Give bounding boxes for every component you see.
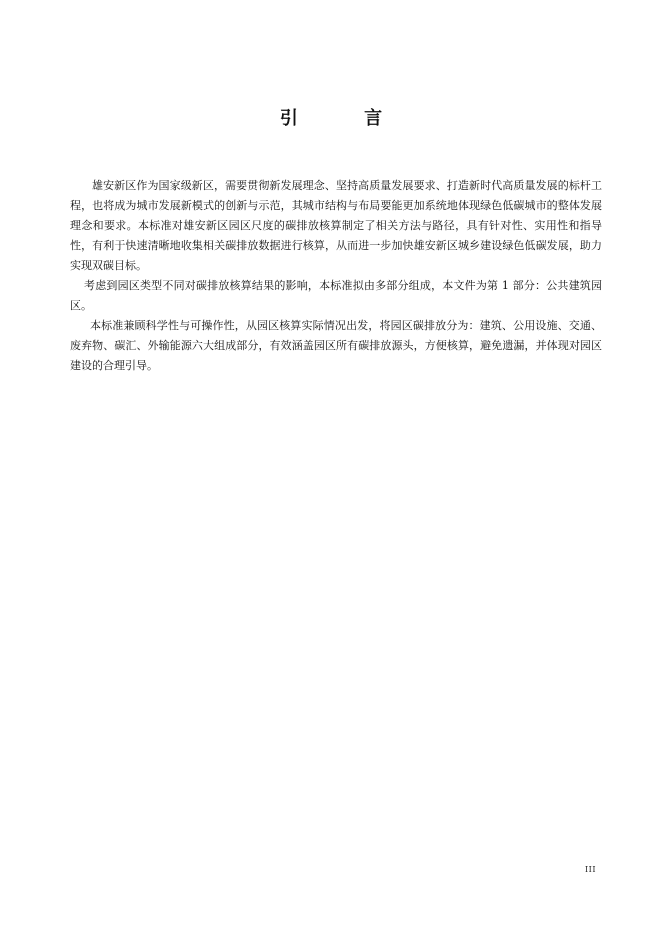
paragraph-composition: 考虑到园区类型不同对碳排放核算结果的影响，本标准拟由多部分组成，本文件为第 1 部分：公共建筑园区。 (70, 279, 602, 312)
paragraph-principles: 本标准兼顾科学性与可操作性，从园区核算实际情况出发，将园区碳排放分为：建筑、公用设施、交通、废弃物、碳汇、外输能源六大组成部分，有效涵盖园区所有碳排放源头，方便核算，避免遗漏，并体现对园区建设的合理引导。 (70, 319, 602, 372)
page-number: III (585, 865, 596, 874)
paragraph-intro: 雄安新区作为国家级新区，需要贯彻新发展理念、坚持高质量发展要求、打造新时代高质量发展的标杆工程，也将成为城市发展新模式的创新与示范，其城市结构与布局要能更加系统地体现绿色低碳城市的整体发展理念和要求。本标准对雄安新区园区尺度的碳排放核算制定了相关方法与路径，具有针对性、实用性和指导性，有利于快速清晰地收集相关碳排放数据进行核算，从而进一步加快雄安新区城乡建设绿色低碳发展，助力实现双碳目标。 (70, 179, 602, 272)
page-title: 引 言 (279, 108, 413, 129)
document-body (70, 176, 602, 376)
